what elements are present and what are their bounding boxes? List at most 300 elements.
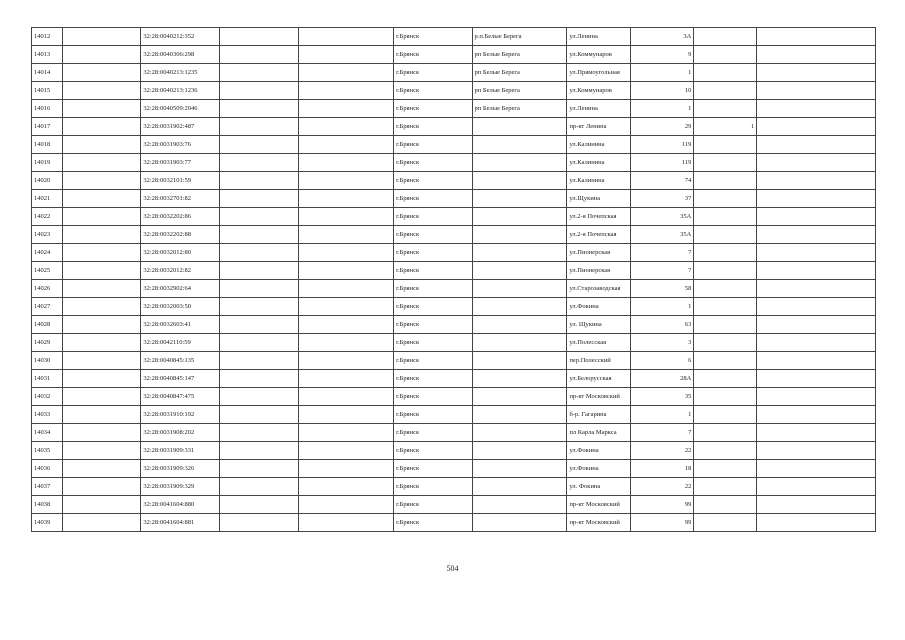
street-cell: ул.Белорусская <box>567 370 631 388</box>
extra-value-cell <box>694 406 757 424</box>
extra-value-cell <box>694 262 757 280</box>
row-number-cell: 14017 <box>32 118 63 136</box>
district-cell <box>472 388 567 406</box>
district-cell <box>472 370 567 388</box>
city-cell: г.Брянск <box>394 406 472 424</box>
extra-value-cell <box>694 352 757 370</box>
empty-cell <box>299 190 394 208</box>
empty-cell <box>219 316 298 334</box>
cadastral-number-cell: 32:28:0031908:202 <box>141 424 219 442</box>
street-cell: ул. Фокина <box>567 478 631 496</box>
empty-cell <box>299 298 394 316</box>
row-number-cell: 14034 <box>32 424 63 442</box>
empty-cell <box>757 388 876 406</box>
house-number-cell: 9 <box>631 46 694 64</box>
house-number-cell: 37 <box>631 190 694 208</box>
table-row <box>32 406 876 424</box>
city-cell: г.Брянск <box>394 208 472 226</box>
empty-cell <box>219 208 298 226</box>
empty-cell <box>757 100 876 118</box>
street-cell: ул. Щукина <box>567 316 631 334</box>
empty-cell <box>62 352 140 370</box>
district-cell <box>472 406 567 424</box>
extra-value-cell <box>694 442 757 460</box>
cadastral-number-cell: 32:28:0040847:475 <box>141 388 219 406</box>
cadastral-number-cell: 32:28:0031902:487 <box>141 118 219 136</box>
extra-value-cell <box>694 28 757 46</box>
district-cell <box>472 172 567 190</box>
empty-cell <box>219 370 298 388</box>
empty-cell <box>62 424 140 442</box>
district-cell <box>472 460 567 478</box>
cadastral-number-cell: 32:28:0041604:880 <box>141 496 219 514</box>
empty-cell <box>299 226 394 244</box>
page-number: 504 <box>446 564 459 573</box>
empty-cell <box>219 334 298 352</box>
street-cell: ул.Фокина <box>567 442 631 460</box>
city-cell: г.Брянск <box>394 64 472 82</box>
empty-cell <box>219 64 298 82</box>
city-cell: г.Брянск <box>394 82 472 100</box>
empty-cell <box>299 478 394 496</box>
extra-value-cell: 1 <box>694 118 757 136</box>
city-cell: г.Брянск <box>394 496 472 514</box>
cadastral-number-cell: 32:28:0040306:298 <box>141 46 219 64</box>
city-cell: г.Брянск <box>394 298 472 316</box>
empty-cell <box>299 262 394 280</box>
row-number-cell: 14013 <box>32 46 63 64</box>
street-cell: ул.Пионерская <box>567 244 631 262</box>
empty-cell <box>757 424 876 442</box>
cadastral-number-cell: 32:28:0031909:331 <box>141 442 219 460</box>
street-cell: ул.Ленина <box>567 28 631 46</box>
row-number-cell: 14016 <box>32 100 63 118</box>
table-row <box>32 244 876 262</box>
extra-value-cell <box>694 136 757 154</box>
empty-cell <box>219 100 298 118</box>
table-row <box>32 226 876 244</box>
empty-cell <box>757 460 876 478</box>
empty-cell <box>757 64 876 82</box>
table-row <box>32 514 876 532</box>
city-cell: г.Брянск <box>394 226 472 244</box>
extra-value-cell <box>694 280 757 298</box>
empty-cell <box>299 244 394 262</box>
city-cell: г.Брянск <box>394 280 472 298</box>
extra-value-cell <box>694 388 757 406</box>
empty-cell <box>62 478 140 496</box>
row-number-cell: 14020 <box>32 172 63 190</box>
empty-cell <box>219 478 298 496</box>
house-number-cell: 119 <box>631 136 694 154</box>
cadastral-number-cell: 32:28:0032603:41 <box>141 316 219 334</box>
empty-cell <box>757 118 876 136</box>
empty-cell <box>299 388 394 406</box>
empty-cell <box>299 46 394 64</box>
cadastral-number-cell: 32:28:0040845:135 <box>141 352 219 370</box>
empty-cell <box>219 442 298 460</box>
empty-cell <box>62 172 140 190</box>
table-row <box>32 478 876 496</box>
house-number-cell: 22 <box>631 478 694 496</box>
empty-cell <box>757 280 876 298</box>
empty-cell <box>757 298 876 316</box>
cadastral-number-cell: 32:28:0031910:192 <box>141 406 219 424</box>
empty-cell <box>219 190 298 208</box>
district-cell <box>472 226 567 244</box>
empty-cell <box>299 100 394 118</box>
cadastral-number-cell: 32:28:0032902:64 <box>141 280 219 298</box>
street-cell: б-р. Гагарина <box>567 406 631 424</box>
empty-cell <box>757 478 876 496</box>
empty-cell <box>219 28 298 46</box>
empty-cell <box>299 136 394 154</box>
extra-value-cell <box>694 100 757 118</box>
table-row <box>32 100 876 118</box>
empty-cell <box>62 46 140 64</box>
extra-value-cell <box>694 172 757 190</box>
city-cell: г.Брянск <box>394 244 472 262</box>
street-cell: ул.Коммунаров <box>567 46 631 64</box>
house-number-cell: 3А <box>631 28 694 46</box>
row-number-cell: 14038 <box>32 496 63 514</box>
empty-cell <box>299 424 394 442</box>
table-row <box>32 118 876 136</box>
house-number-cell: 99 <box>631 514 694 532</box>
empty-cell <box>219 262 298 280</box>
registry-table-body <box>32 28 876 532</box>
empty-cell <box>757 244 876 262</box>
district-cell <box>472 190 567 208</box>
street-cell: ул.Калинина <box>567 172 631 190</box>
district-cell: рп Белые Берега <box>472 82 567 100</box>
house-number-cell: 7 <box>631 262 694 280</box>
house-number-cell: 29 <box>631 118 694 136</box>
row-number-cell: 14012 <box>32 28 63 46</box>
house-number-cell: 18 <box>631 460 694 478</box>
cadastral-number-cell: 32:28:0040509:2046 <box>141 100 219 118</box>
empty-cell <box>757 406 876 424</box>
row-number-cell: 14036 <box>32 460 63 478</box>
street-cell: пл Карла Маркса <box>567 424 631 442</box>
city-cell: г.Брянск <box>394 136 472 154</box>
row-number-cell: 14033 <box>32 406 63 424</box>
empty-cell <box>299 442 394 460</box>
city-cell: г.Брянск <box>394 118 472 136</box>
row-number-cell: 14022 <box>32 208 63 226</box>
extra-value-cell <box>694 208 757 226</box>
empty-cell <box>219 460 298 478</box>
row-number-cell: 14039 <box>32 514 63 532</box>
empty-cell <box>62 226 140 244</box>
city-cell: г.Брянск <box>394 352 472 370</box>
extra-value-cell <box>694 244 757 262</box>
empty-cell <box>299 316 394 334</box>
empty-cell <box>757 496 876 514</box>
cadastral-number-cell: 32:28:0042110:59 <box>141 334 219 352</box>
empty-cell <box>62 208 140 226</box>
empty-cell <box>219 226 298 244</box>
city-cell: г.Брянск <box>394 514 472 532</box>
city-cell: г.Брянск <box>394 172 472 190</box>
empty-cell <box>299 280 394 298</box>
empty-cell <box>219 424 298 442</box>
city-cell: г.Брянск <box>394 100 472 118</box>
house-number-cell: 10 <box>631 82 694 100</box>
empty-cell <box>62 136 140 154</box>
house-number-cell: 1 <box>631 406 694 424</box>
district-cell: рп Белые Берега <box>472 64 567 82</box>
empty-cell <box>62 298 140 316</box>
street-cell: пр-кт Московский <box>567 496 631 514</box>
empty-cell <box>219 172 298 190</box>
district-cell: рп Белые Берега <box>472 100 567 118</box>
empty-cell <box>62 406 140 424</box>
street-cell: ул.Старозаводская <box>567 280 631 298</box>
street-cell: ул.Прямоугольная <box>567 64 631 82</box>
empty-cell <box>219 298 298 316</box>
house-number-cell: 7 <box>631 244 694 262</box>
extra-value-cell <box>694 226 757 244</box>
house-number-cell: 119 <box>631 154 694 172</box>
cadastral-number-cell: 32:28:0041604:881 <box>141 514 219 532</box>
cadastral-number-cell: 32:28:0031903:77 <box>141 154 219 172</box>
table-row <box>32 496 876 514</box>
empty-cell <box>62 118 140 136</box>
registry-table <box>31 27 876 532</box>
table-row <box>32 442 876 460</box>
street-cell: пр-кт Московский <box>567 388 631 406</box>
cadastral-number-cell: 32:28:0031909:329 <box>141 478 219 496</box>
empty-cell <box>219 244 298 262</box>
table-row <box>32 28 876 46</box>
district-cell <box>472 136 567 154</box>
row-number-cell: 14024 <box>32 244 63 262</box>
street-cell: ул.2-я Почепская <box>567 226 631 244</box>
empty-cell <box>219 496 298 514</box>
city-cell: г.Брянск <box>394 154 472 172</box>
table-row <box>32 388 876 406</box>
empty-cell <box>62 370 140 388</box>
empty-cell <box>757 262 876 280</box>
empty-cell <box>62 334 140 352</box>
empty-cell <box>757 370 876 388</box>
street-cell: пер.Полесский <box>567 352 631 370</box>
row-number-cell: 14029 <box>32 334 63 352</box>
table-row <box>32 460 876 478</box>
extra-value-cell <box>694 82 757 100</box>
empty-cell <box>62 100 140 118</box>
row-number-cell: 14025 <box>32 262 63 280</box>
empty-cell <box>299 154 394 172</box>
house-number-cell: 35 <box>631 388 694 406</box>
empty-cell <box>62 388 140 406</box>
district-cell <box>472 280 567 298</box>
district-cell <box>472 154 567 172</box>
district-cell <box>472 208 567 226</box>
empty-cell <box>757 190 876 208</box>
row-number-cell: 14028 <box>32 316 63 334</box>
table-row <box>32 298 876 316</box>
house-number-cell: 74 <box>631 172 694 190</box>
table-row <box>32 334 876 352</box>
cadastral-number-cell: 32:28:0031909:326 <box>141 460 219 478</box>
cadastral-number-cell: 32:28:0032202:86 <box>141 208 219 226</box>
empty-cell <box>62 154 140 172</box>
street-cell: ул.Калинина <box>567 136 631 154</box>
row-number-cell: 14035 <box>32 442 63 460</box>
empty-cell <box>62 442 140 460</box>
street-cell: ул.Полесская <box>567 334 631 352</box>
empty-cell <box>757 226 876 244</box>
district-cell: р.п.Белые Берега <box>472 28 567 46</box>
row-number-cell: 14032 <box>32 388 63 406</box>
empty-cell <box>757 82 876 100</box>
empty-cell <box>219 406 298 424</box>
empty-cell <box>219 514 298 532</box>
house-number-cell: 1 <box>631 100 694 118</box>
table-row <box>32 352 876 370</box>
district-cell <box>472 478 567 496</box>
table-row <box>32 154 876 172</box>
cadastral-number-cell: 32:28:0032012:82 <box>141 262 219 280</box>
empty-cell <box>757 154 876 172</box>
district-cell <box>472 424 567 442</box>
table-row <box>32 370 876 388</box>
empty-cell <box>219 154 298 172</box>
empty-cell <box>219 388 298 406</box>
table-row <box>32 46 876 64</box>
city-cell: г.Брянск <box>394 370 472 388</box>
street-cell: ул.Фокина <box>567 460 631 478</box>
empty-cell <box>299 28 394 46</box>
city-cell: г.Брянск <box>394 460 472 478</box>
house-number-cell: 99 <box>631 496 694 514</box>
cadastral-number-cell: 32:28:0040845:147 <box>141 370 219 388</box>
street-cell: ул.Фокина <box>567 298 631 316</box>
extra-value-cell <box>694 478 757 496</box>
house-number-cell: 22 <box>631 442 694 460</box>
extra-value-cell <box>694 496 757 514</box>
empty-cell <box>219 82 298 100</box>
empty-cell <box>757 352 876 370</box>
house-number-cell: 35А <box>631 208 694 226</box>
district-cell <box>472 334 567 352</box>
cadastral-number-cell: 32:28:0032101:59 <box>141 172 219 190</box>
empty-cell <box>219 280 298 298</box>
empty-cell <box>299 208 394 226</box>
row-number-cell: 14023 <box>32 226 63 244</box>
house-number-cell: 63 <box>631 316 694 334</box>
street-cell: ул.Щукина <box>567 190 631 208</box>
empty-cell <box>219 46 298 64</box>
empty-cell <box>757 334 876 352</box>
table-row <box>32 316 876 334</box>
table-row <box>32 280 876 298</box>
extra-value-cell <box>694 370 757 388</box>
extra-value-cell <box>694 298 757 316</box>
city-cell: г.Брянск <box>394 334 472 352</box>
street-cell: ул.Калинина <box>567 154 631 172</box>
row-number-cell: 14031 <box>32 370 63 388</box>
row-number-cell: 14026 <box>32 280 63 298</box>
row-number-cell: 14030 <box>32 352 63 370</box>
city-cell: г.Брянск <box>394 28 472 46</box>
empty-cell <box>62 190 140 208</box>
empty-cell <box>62 280 140 298</box>
house-number-cell: 35А <box>631 226 694 244</box>
empty-cell <box>62 28 140 46</box>
empty-cell <box>757 172 876 190</box>
city-cell: г.Брянск <box>394 190 472 208</box>
district-cell <box>472 244 567 262</box>
extra-value-cell <box>694 64 757 82</box>
empty-cell <box>62 514 140 532</box>
empty-cell <box>62 460 140 478</box>
cadastral-number-cell: 32:28:0040213:1235 <box>141 64 219 82</box>
city-cell: г.Брянск <box>394 478 472 496</box>
district-cell <box>472 514 567 532</box>
empty-cell <box>219 352 298 370</box>
empty-cell <box>757 514 876 532</box>
cadastral-number-cell: 32:28:0032012:80 <box>141 244 219 262</box>
city-cell: г.Брянск <box>394 316 472 334</box>
empty-cell <box>219 136 298 154</box>
table-row <box>32 208 876 226</box>
empty-cell <box>299 352 394 370</box>
extra-value-cell <box>694 46 757 64</box>
table-row <box>32 262 876 280</box>
row-number-cell: 14015 <box>32 82 63 100</box>
row-number-cell: 14014 <box>32 64 63 82</box>
district-cell <box>472 496 567 514</box>
row-number-cell: 14018 <box>32 136 63 154</box>
row-number-cell: 14027 <box>32 298 63 316</box>
district-cell <box>472 442 567 460</box>
empty-cell <box>299 64 394 82</box>
empty-cell <box>62 64 140 82</box>
extra-value-cell <box>694 190 757 208</box>
extra-value-cell <box>694 514 757 532</box>
row-number-cell: 14021 <box>32 190 63 208</box>
empty-cell <box>62 82 140 100</box>
house-number-cell: 1 <box>631 64 694 82</box>
extra-value-cell <box>694 316 757 334</box>
table-row <box>32 172 876 190</box>
empty-cell <box>62 262 140 280</box>
district-cell <box>472 316 567 334</box>
empty-cell <box>299 370 394 388</box>
district-cell <box>472 262 567 280</box>
cadastral-number-cell: 32:28:0040212:352 <box>141 28 219 46</box>
row-number-cell: 14037 <box>32 478 63 496</box>
city-cell: г.Брянск <box>394 262 472 280</box>
cadastral-number-cell: 32:28:0032202:88 <box>141 226 219 244</box>
cadastral-number-cell: 32:28:0032003:50 <box>141 298 219 316</box>
street-cell: ул.2-я Почепская <box>567 208 631 226</box>
district-cell: рп Белые Берега <box>472 46 567 64</box>
empty-cell <box>757 442 876 460</box>
street-cell: ул.Коммунаров <box>567 82 631 100</box>
empty-cell <box>299 460 394 478</box>
district-cell <box>472 298 567 316</box>
table-row <box>32 424 876 442</box>
house-number-cell: 28А <box>631 370 694 388</box>
extra-value-cell <box>694 154 757 172</box>
house-number-cell: 58 <box>631 280 694 298</box>
street-cell: ул.Пионерская <box>567 262 631 280</box>
row-number-cell: 14019 <box>32 154 63 172</box>
